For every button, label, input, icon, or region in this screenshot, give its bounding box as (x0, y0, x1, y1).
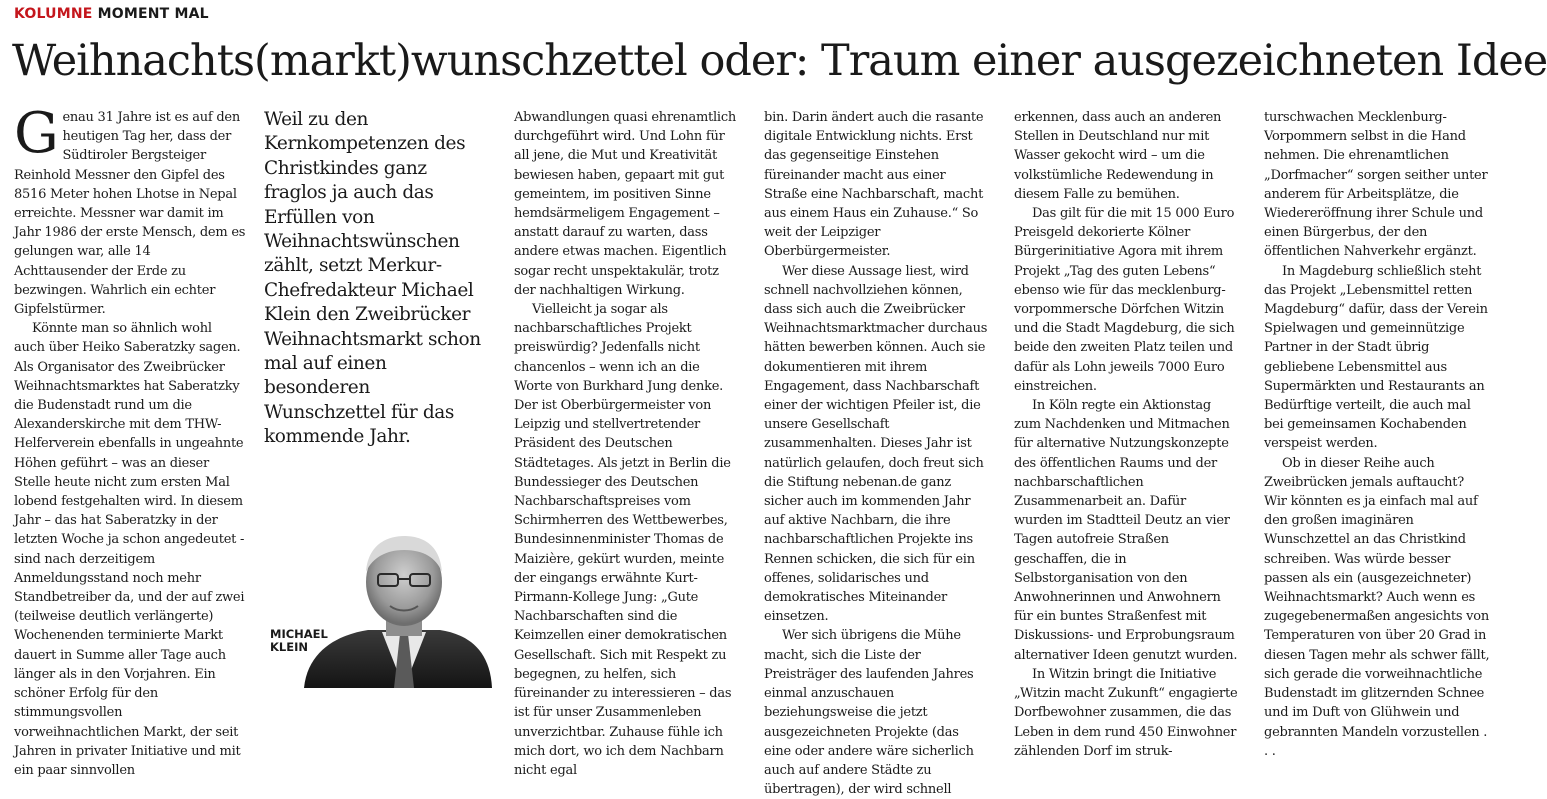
paragraph (14, 101, 246, 319)
paragraph: bin. Darin ändert auch die rasante digitale Entwicklung nichts. Erst das gegenseitige Einstehen füreinander macht aus einer Straße eine Nachbarschaft, macht aus einem Haus ein Zuhause.“ So weit der Leipziger Oberbürgermeister. (764, 110, 984, 260)
kicker-section: KOLUMNE (14, 6, 93, 22)
author-first-name: MICHAEL (270, 627, 328, 641)
drop-cap: G (14, 101, 59, 166)
paragraph: turschwachen Mecklenburg-Vorpommern selbst in die Hand nehmen. Die ehrenamtlichen „Dorfmacher“ sorgen seither unter anderem für Arbeitsplätze, die Wiedereröffnung ihrer Schule und einen Bürgerbus, der den öffentlichen Nahverkehr ergänzt. (1264, 110, 1488, 260)
paragraph: erkennen, dass auch an anderen Stellen in Deutschland nur mit Wasser gekocht wird – um die volkstümliche Redewendung in diesem Falle zu bemühen. (1014, 110, 1222, 202)
paragraph: Vielleicht ja sogar als nachbarschaftliches Projekt preiswürdig? Jedenfalls nicht chancenlos – wenn ich an die Worte von Burkhard Jung denke. Der ist Oberbürgermeister von Leipzig und stellvertretender Präsident des Deutschen Städtetages. Als jetzt in Berlin die Bundessieger des Deutschen Nachbarschaftspreises vom Schirmherren des Wettbewerbes, Bundesinnenminister Thomas de Maizière, gekürt wurden, meinte der eingangs erwähnte Kurt-Pirmann-Kollege Jung: „Gute Nachbarschaften sind die Keimzellen einer demokratischen Gesellschaft. Sich mit Respekt zu begegnen, zu helfen, sich füreinander zu interessieren – das ist für unser Zusammenleben unverzichtbar. Zuhause fühle ich mich dort, wo ich dem Nachbarn nicht egal (514, 302, 732, 778)
article-column-5 (1014, 108, 1238, 759)
portrait-photo-icon (264, 520, 492, 688)
pull-quote: Weil zu den Kernkompetenzen des Christkindes ganz fraglos ja auch das Erfüllen von Weihnachtswünschen zählt, setzt Merkur-Chefredakteur Michael Klein den Zweibrücker Weihnachtsmarkt schon mal auf einen besonderen Wunschzettel für das kommende Jahr. (264, 109, 481, 448)
paragraph: Ob in dieser Reihe auch Zweibrücken jemals auftaucht? Wir könnten es ja einfach mal auf den großen imaginären Wunschzettel an das Christkind schreiben. Was würde besser passen als ein (ausgezeichneter) Weihnachtsmarkt? Auch wenn es zugegebenermaßen angesichts von Temperaturen von über 20 Grad in diesen Tagen mehr als schwer fällt, sich gerade die vorweihnachtliche Budenstadt im glitzernden Schnee und im Duft von Glühwein und gebrannten Mandeln vorzustellen . . . (1264, 455, 1490, 759)
article-column-6 (1264, 108, 1490, 759)
headline: Weihnachts(markt)wunschzettel oder: Traum einer ausgezeichneten Idee (12, 36, 1547, 86)
paragraph: Abwandlungen quasi ehrenamtlich durchgeführt wird. Und Lohn für all jene, die Mut und Kreativität bewiesen haben, gepaart mit gut gemeintem, im positiven Sinne hemdsärmeligem Engagement – anstatt darauf zu warten, dass andere etwas machen. Eigentlich sogar recht unspektakulär, trotz der nachhaltigen Wirkung. (514, 110, 736, 298)
author-last-name: KLEIN (270, 640, 308, 654)
paragraph: Könnte man so ähnlich wohl auch über Heiko Saberatzky sagen. Als Organisator des Zweibrücker Weihnachtsmarktes hat Saberatzky die Budenstadt rund um die Alexanderskirche mit dem THW-Helferverein ebenfalls in ungeahnte Höhen geführt – was an dieser Stelle heute nicht zum ersten Mal lobend festgehalten wird. In diesem Jahr – das hat Saberatzky in der letzten Woche ja schon angedeutet - sind nach derzeitigem Anmeldungsstand noch mehr Standbetreiber da, und der auf zwei (teilweise deutlich verlängerte) Wochenenden terminierte Markt dauert in Summe aller Tage auch länger als in den Vorjahren. Ein schöner Erfolg für den stimmungsvollen vorweihnachtlichen Markt, der seit Jahren in privater Initiative und mit ein paar sinnvollen (14, 321, 245, 778)
kicker (14, 6, 209, 22)
paragraph: In Magdeburg schließlich steht das Projekt „Lebensmittel retten Magdeburg“ dafür, dass der Verein Spielwagen und gemeinnützige Partner in der Stadt übrig gebliebene Lebensmittel aus Supermärkten und Restaurants an Bedürftige verteilt, die auch mal bei gemeinsamen Kochabenden verspeist werden. (1264, 263, 1488, 452)
paragraph: Wer sich übrigens die Mühe macht, sich die Liste der Preisträger des laufenden Jahres einmal anzuschauen beziehungsweise die jetzt ausgezeichneten Projekte (das eine oder andere wäre sicherlich auch auf andere Städte zu übertragen), der wird schnell (764, 628, 974, 798)
paragraph: Das gilt für die mit 15 000 Euro Preisgeld dekorierte Kölner Bürgerinitiative Agora mit ihrem Projekt „Tag des guten Lebens“ ebenso wie für das mecklenburg-vorpommersche Dörfchen Witzin und die Stadt Magdeburg, die sich beide den zweiten Platz teilen und dafür als Lohn jeweils 7000 Euro einstreichen. (1014, 206, 1235, 394)
author-byline (270, 628, 328, 654)
paragraph: Wer diese Aussage liest, wird schnell nachvollziehen können, dass sich auch die Zweibrücker Weihnachtsmarktmacher durchaus hätten bewerben können. Auch sie dokumentieren mit ihrem Engagement, dass Nachbarschaft einer der wichtigen Pfeiler ist, die unsere Gesellschaft zusammenhalten. Dieses Jahr ist natürlich gelaufen, doch freut sich die Stiftung nebenan.de ganz sicher auch im kommenden Jahr auf aktive Nachbarn, die ihre nachbarschaftlichen Projekte ins Rennen schicken, die sich für ein offenes, solidarisches und demokratisches Miteinander einsetzen. (764, 263, 988, 625)
article-column-1 (14, 101, 246, 778)
article-column-3 (514, 108, 738, 778)
kicker-rubric: MOMENT MAL (97, 6, 209, 22)
article-column-4 (764, 108, 988, 798)
paragraph: In Köln regte ein Aktionstag zum Nachdenken und Mitmachen für alternative Nutzungskonzepte des öffentlichen Raums und der nachbarschaftlichen Zusammenarbeit an. Dafür wurden im Stadtteil Deutz an vier Tagen autofreie Straßen geschaffen, die in Selbstorganisation von den Anwohnerinnen und Anwohnern für ein buntes Straßenfest mit Diskussions- und Erprobungsraum alternativer Ideen genutzt wurden. (1014, 398, 1238, 663)
paragraph: In Witzin bringt die Initiative „Witzin macht Zukunft“ engagierte Dorfbewohner zusammen, die das Leben in dem rund 450 Einwohner zählenden Dorf im struk- (1014, 666, 1238, 759)
paragraph-text: enau 31 Jahre ist es auf den heutigen Tag her, dass der Südtiroler Bergsteiger Reinhold Messner den Gipfel des 8516 Meter hohen Lhotse in Nepal erreichte. Messner war damit im Jahr 1986 der erste Mensch, dem es gelungen war, alle 14 Achttausender der Erde zu bezwingen. Wahrlich ein echter Gipfelstürmer. (14, 110, 246, 318)
author-portrait (264, 520, 492, 688)
